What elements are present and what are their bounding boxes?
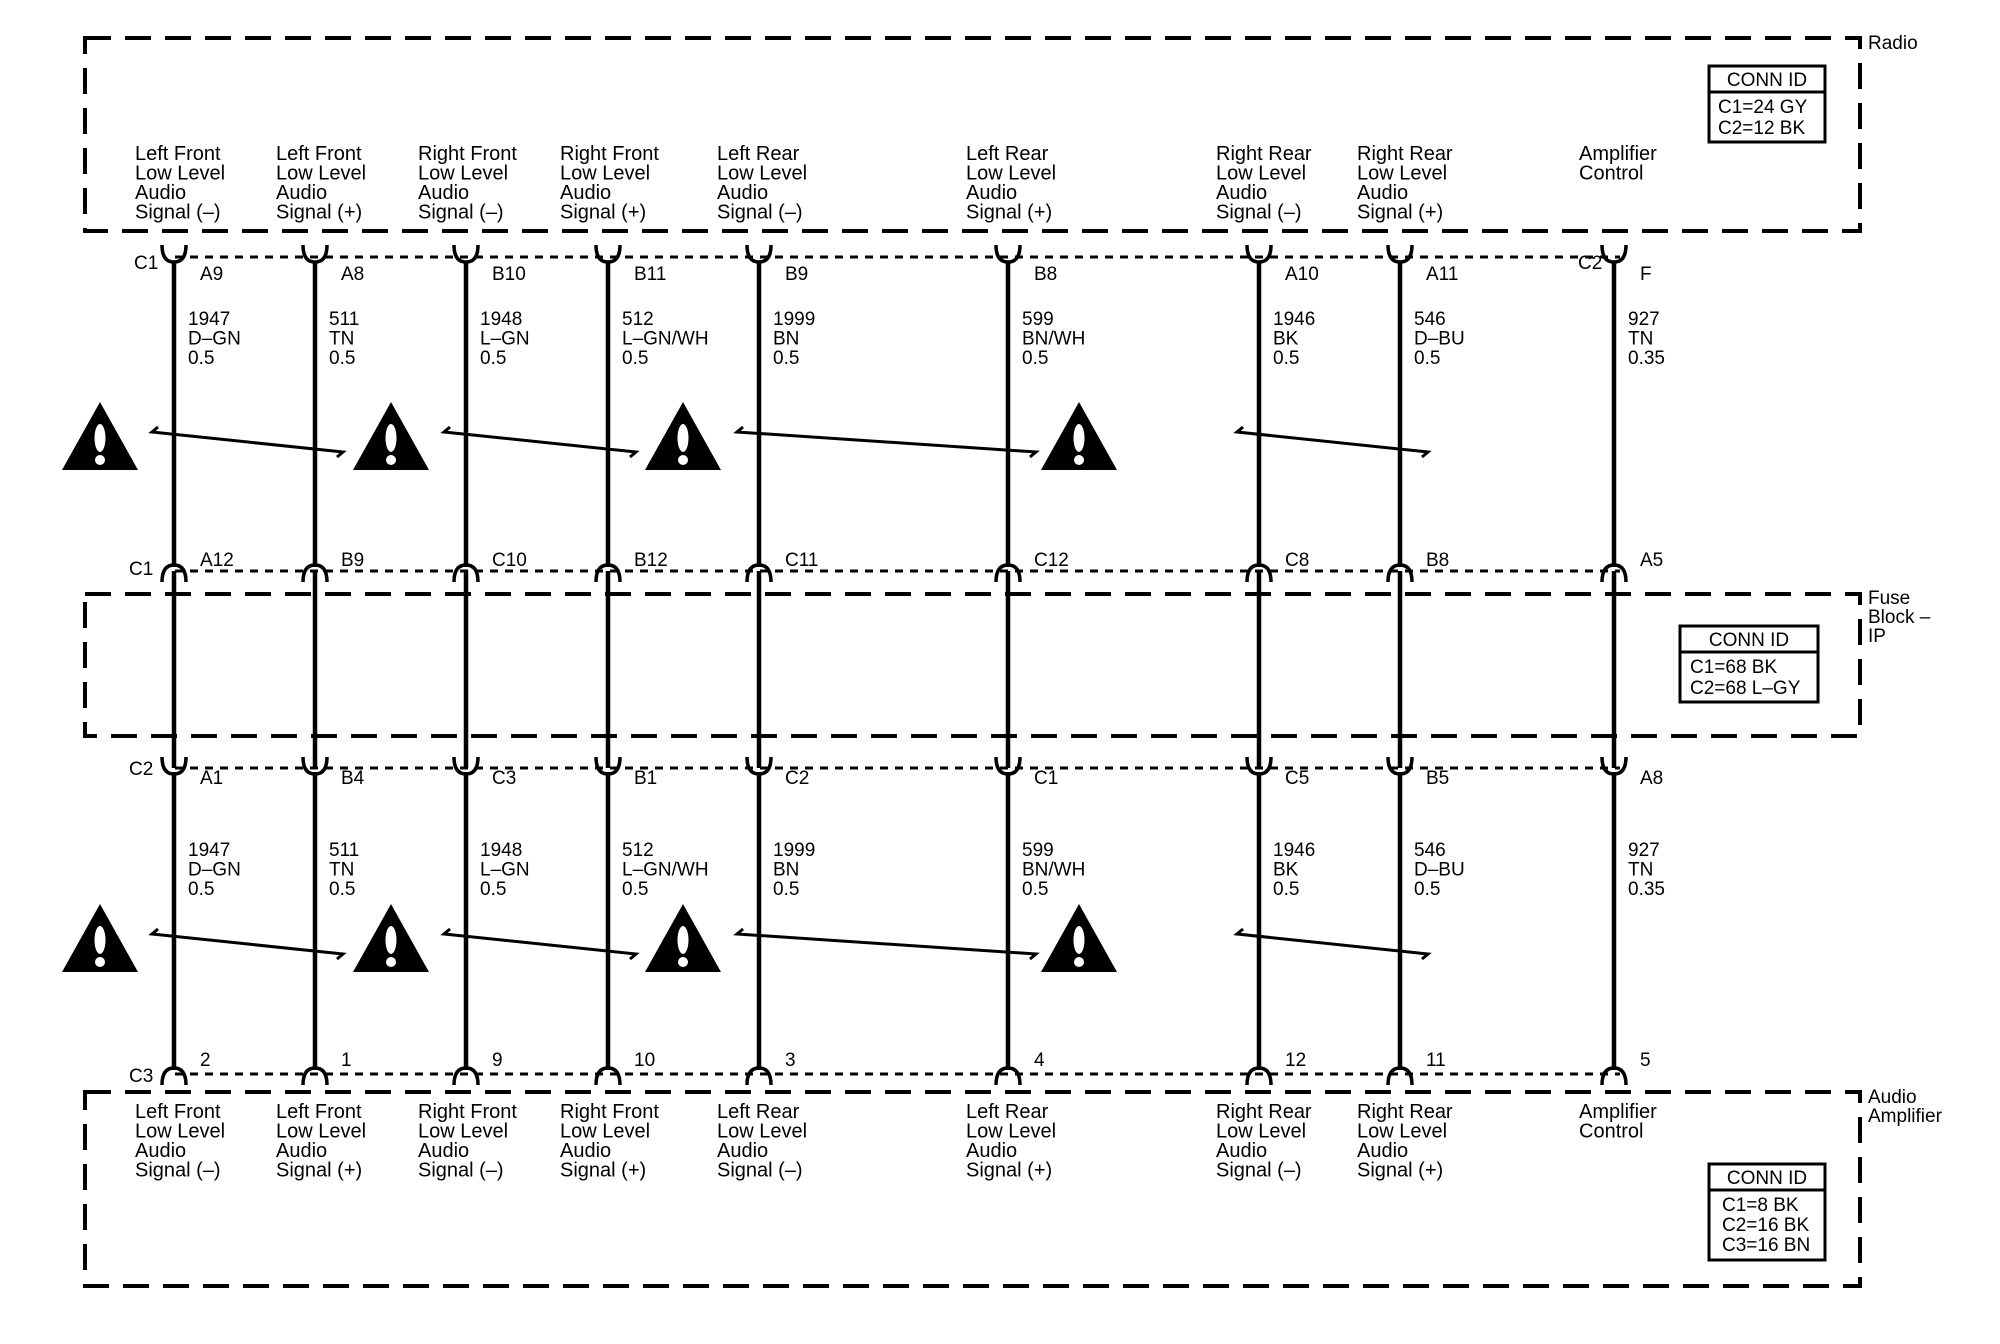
radio-signal-label: Low Level	[717, 162, 808, 185]
amp-signal-label: Audio	[135, 1140, 187, 1162]
amplifier-conn-id-box	[1709, 1164, 1825, 1260]
lower-wire-label: BN	[773, 859, 800, 881]
amp-signal-label: Audio	[966, 1140, 1018, 1162]
amplifier-label-line-1: Audio	[1868, 1087, 1917, 1108]
warning-mark-bar	[1074, 424, 1085, 452]
fuse-conn-id-row-2: C2=68 L–GY	[1690, 678, 1801, 699]
radio-signal-label: Low Level	[276, 162, 367, 185]
radio-signal-label: Low Level	[135, 162, 226, 185]
radio-signal-label: Signal (–)	[717, 201, 803, 224]
amp-signal-label: Low Level	[717, 1120, 808, 1143]
amp-signal-label: Left Front	[276, 1101, 362, 1123]
warning-triangle-icon	[645, 402, 721, 470]
amp-signal-label: Signal (+)	[560, 1159, 647, 1182]
amp-signal-label: Signal (+)	[1357, 1159, 1444, 1182]
lower-wire-label: 511	[329, 840, 360, 861]
radio-signal-label: Control	[1579, 162, 1644, 185]
upper-wire-label: D–GN	[188, 328, 241, 350]
amp-signal-label: Audio	[560, 1140, 612, 1162]
fuse-top-pin-label: B8	[1426, 550, 1450, 571]
amp-signal-label: Signal (–)	[717, 1159, 803, 1182]
fuse-bottom-connector-label: C2	[129, 759, 154, 780]
amp-signal-label: Low Level	[135, 1120, 226, 1143]
amp-signal-label: Signal (–)	[418, 1159, 504, 1182]
circuit-8	[1357, 143, 1465, 1182]
upper-wire-label: 927	[1628, 309, 1660, 330]
circuit-3	[418, 143, 530, 1182]
amp-terminal	[1247, 1068, 1271, 1085]
fuse-bottom-pin-label: C2	[785, 768, 810, 789]
warning-mark-dot	[678, 455, 688, 465]
radio-signal-label: Left Front	[276, 143, 362, 165]
warning-mark-dot	[386, 957, 396, 967]
upper-wire-label: 1948	[480, 309, 523, 330]
amp-signal-label: Low Level	[1216, 1120, 1307, 1143]
warning-mark-bar	[678, 926, 689, 954]
amp-signal-label: Right Front	[560, 1101, 659, 1123]
upper-wire-label: 546	[1414, 309, 1446, 330]
warning-triangle-icon	[1041, 904, 1117, 972]
radio-signal-label: Right Front	[418, 143, 517, 165]
upper-wire-label: TN	[329, 328, 355, 350]
radio-connector-c1-label: C1	[134, 253, 159, 274]
amp-pin-label: 12	[1285, 1050, 1307, 1071]
lower-wire-label: 1946	[1273, 840, 1316, 861]
upper-wire-label: 1946	[1273, 309, 1316, 330]
radio-signal-label: Low Level	[560, 162, 651, 185]
amp-signal-label: Low Level	[966, 1120, 1057, 1143]
upper-wire-label: 0.5	[1414, 348, 1441, 369]
decor-layer	[62, 402, 1428, 972]
fuse-bottom-pin-label: C3	[492, 768, 517, 789]
radio-conn-id-box	[1709, 66, 1825, 142]
amp-conn-id-row-2: C2=16 BK	[1722, 1215, 1810, 1236]
radio-connector-c2-label: C2	[1578, 253, 1603, 274]
amplifier-label-line-2: Amplifier	[1868, 1106, 1942, 1127]
amp-signal-label: Audio	[276, 1140, 328, 1162]
amp-signal-label: Audio	[717, 1140, 769, 1162]
upper-wire-label: 599	[1022, 309, 1054, 330]
upper-wire-label: 0.5	[773, 348, 800, 369]
amp-pin-label: 10	[634, 1050, 656, 1071]
twisted-pair-icon	[737, 929, 1036, 959]
warning-triangle-icon	[62, 402, 138, 470]
fuse-top-pin-label: C11	[785, 550, 819, 571]
fuse-block-label-line-3: IP	[1868, 626, 1886, 647]
lower-wire-label: 0.5	[1273, 879, 1300, 900]
radio-signal-label: Left Rear	[966, 143, 1049, 165]
radio-signal-label: Amplifier	[1579, 143, 1657, 165]
amp-signal-label: Signal (+)	[276, 1159, 363, 1182]
amp-terminal	[303, 1068, 327, 1085]
warning-mark-bar	[386, 926, 397, 954]
radio-signal-label: Signal (–)	[135, 201, 221, 224]
upper-wire-label: TN	[1628, 328, 1654, 350]
fuse-top-pin-label: B12	[634, 550, 668, 571]
amp-conn-id-row-3: C3=16 BN	[1722, 1235, 1811, 1256]
radio-pin-label: B8	[1034, 264, 1058, 285]
amp-terminal	[596, 1068, 620, 1085]
amp-pin-label: 11	[1426, 1050, 1446, 1071]
radio-signal-label: Audio	[135, 182, 187, 204]
radio-signal-label: Low Level	[1216, 162, 1307, 185]
amp-pin-label: 2	[200, 1050, 211, 1071]
radio-signal-label: Audio	[418, 182, 470, 204]
warning-mark-bar	[95, 424, 106, 452]
fuse-bottom-pin-label: A8	[1640, 768, 1664, 789]
warning-mark-bar	[678, 424, 689, 452]
lower-wire-label: D–BU	[1414, 859, 1465, 881]
warning-mark-dot	[95, 957, 105, 967]
radio-terminal	[1388, 245, 1412, 262]
fuse-bottom-pin-label: C5	[1285, 768, 1310, 789]
amp-signal-label: Signal (–)	[135, 1159, 221, 1182]
amp-pin-label: 4	[1034, 1050, 1045, 1071]
radio-pin-label: B11	[634, 264, 667, 285]
radio-terminal	[162, 245, 186, 262]
radio-conn-id-row-2: C2=12 BK	[1718, 118, 1806, 139]
radio-conn-id-header: CONN ID	[1726, 70, 1808, 91]
lower-wire-label: 0.5	[622, 879, 649, 900]
radio-signal-label: Audio	[717, 182, 769, 204]
amp-connector-label: C3	[129, 1066, 154, 1087]
warning-mark-dot	[1074, 455, 1084, 465]
radio-signal-label: Audio	[560, 182, 612, 204]
lower-wire-label: 0.5	[188, 879, 215, 900]
upper-wire-label: 0.5	[188, 348, 215, 369]
amp-signal-label: Low Level	[1357, 1120, 1448, 1143]
warning-mark-bar	[95, 926, 106, 954]
lower-wire-label: L–GN	[480, 859, 530, 881]
warning-mark-bar	[1074, 926, 1085, 954]
warning-mark-dot	[1074, 957, 1084, 967]
radio-pin-label: F	[1640, 264, 1652, 285]
fuse-top-pin-label: B9	[341, 550, 365, 571]
amp-signal-label: Amplifier	[1579, 1101, 1657, 1123]
fuse-bottom-pin-label: A1	[200, 768, 224, 789]
upper-wire-label: D–BU	[1414, 328, 1465, 350]
lower-wire-label: 0.5	[1414, 879, 1441, 900]
lower-wire-label: TN	[329, 859, 355, 881]
amp-terminal	[454, 1068, 478, 1085]
radio-terminal	[996, 245, 1020, 262]
amp-pin-label: 3	[785, 1050, 796, 1071]
lower-wire-label: 1947	[188, 840, 231, 861]
fuse-top-pin-label: C10	[492, 550, 527, 571]
radio-terminal	[1247, 245, 1271, 262]
upper-wire-label: BN/WH	[1022, 328, 1086, 350]
amp-signal-label: Left Front	[135, 1101, 221, 1123]
upper-wire-label: BK	[1273, 328, 1299, 350]
radio-terminal	[747, 245, 771, 262]
radio-pin-label: A8	[341, 264, 365, 285]
radio-signal-label: Signal (+)	[276, 201, 363, 224]
radio-signal-label: Signal (–)	[418, 201, 504, 224]
circuit-7	[1216, 143, 1319, 1182]
amp-signal-label: Left Rear	[717, 1101, 800, 1123]
warning-mark-dot	[678, 957, 688, 967]
upper-wire-label: L–GN/WH	[622, 328, 709, 350]
radio-signal-label: Signal (+)	[966, 201, 1053, 224]
radio-signal-label: Right Rear	[1216, 143, 1312, 165]
radio-signal-label: Right Rear	[1357, 143, 1453, 165]
amp-terminal	[1388, 1068, 1412, 1085]
amp-signal-label: Signal (–)	[1216, 1159, 1302, 1182]
lower-wire-label: L–GN/WH	[622, 859, 709, 881]
warning-triangle-icon	[353, 402, 429, 470]
amp-signal-label: Signal (+)	[966, 1159, 1053, 1182]
amp-signal-label: Audio	[1216, 1140, 1268, 1162]
radio-label: Radio	[1868, 33, 1918, 54]
amp-signal-label: Right Rear	[1216, 1101, 1312, 1123]
radio-signal-label: Low Level	[966, 162, 1057, 185]
amp-signal-label: Low Level	[560, 1120, 651, 1143]
amp-signal-label: Low Level	[418, 1120, 509, 1143]
upper-wire-label: 0.5	[1022, 348, 1049, 369]
radio-signal-label: Right Front	[560, 143, 659, 165]
amp-signal-label: Left Rear	[966, 1101, 1049, 1123]
upper-wire-label: 0.5	[622, 348, 649, 369]
amp-pin-label: 1	[341, 1050, 352, 1071]
amp-signal-label: Control	[1579, 1120, 1644, 1143]
warning-mark-dot	[386, 455, 396, 465]
fuse-block-conn-id-box	[1680, 626, 1818, 702]
warning-triangle-icon	[645, 904, 721, 972]
circuit-4	[560, 143, 709, 1182]
amp-conn-id-header: CONN ID	[1726, 1168, 1808, 1189]
lower-wire-label: D–GN	[188, 859, 241, 881]
warning-triangle-icon	[1041, 402, 1117, 470]
radio-terminal	[454, 245, 478, 262]
amp-signal-label: Right Rear	[1357, 1101, 1453, 1123]
fuse-top-pin-label: C12	[1034, 550, 1069, 571]
upper-wire-label: 0.5	[329, 348, 356, 369]
lower-wire-label: 0.35	[1628, 879, 1665, 900]
amp-conn-id-row-1: C1=8 BK	[1722, 1195, 1799, 1216]
fuse-conn-id-row-1: C1=68 BK	[1690, 657, 1778, 678]
radio-pin-label: A9	[200, 264, 224, 285]
lower-wire-label: 0.5	[329, 879, 356, 900]
amp-signal-label: Audio	[1357, 1140, 1409, 1162]
warning-triangle-icon	[62, 904, 138, 972]
fuse-top-pin-label: A5	[1640, 550, 1664, 571]
circuit-1	[135, 143, 241, 1182]
radio-signal-label: Audio	[966, 182, 1018, 204]
radio-terminal	[596, 245, 620, 262]
radio-signal-label: Audio	[276, 182, 328, 204]
amp-signal-label: Right Front	[418, 1101, 517, 1123]
upper-wire-label: 1947	[188, 309, 231, 330]
lower-wire-label: 0.5	[480, 879, 507, 900]
radio-signal-label: Low Level	[1357, 162, 1448, 185]
radio-signal-label: Signal (+)	[560, 201, 647, 224]
upper-wire-label: 511	[329, 309, 360, 330]
upper-wire-label: BN	[773, 328, 800, 350]
radio-signal-label: Signal (–)	[1216, 201, 1302, 224]
radio-pin-label: A11	[1426, 264, 1459, 285]
lower-wire-label: 512	[622, 840, 654, 861]
fuse-block-label-line-1: Fuse	[1868, 588, 1911, 609]
lower-wire-label: 0.5	[1022, 879, 1049, 900]
radio-pin-label: B10	[492, 264, 526, 285]
amp-signal-label: Audio	[418, 1140, 470, 1162]
warning-mark-bar	[386, 424, 397, 452]
amp-signal-label: Low Level	[276, 1120, 367, 1143]
fuse-block-label-line-2: Block –	[1868, 607, 1931, 628]
amp-terminal	[162, 1068, 186, 1085]
lower-wire-label: 0.5	[773, 879, 800, 900]
circuit-9	[1579, 143, 1665, 1143]
lower-wire-label: 1999	[773, 840, 816, 861]
radio-signal-label: Audio	[1216, 182, 1268, 204]
warning-mark-dot	[95, 455, 105, 465]
radio-terminal	[1602, 245, 1626, 262]
upper-wire-label: 0.5	[480, 348, 507, 369]
upper-wire-label: 0.5	[1273, 348, 1300, 369]
fuse-bottom-pin-label: B4	[341, 768, 365, 789]
upper-wire-label: 0.35	[1628, 348, 1665, 369]
radio-signal-label: Low Level	[418, 162, 509, 185]
fuse-block-component-box	[85, 594, 1860, 736]
radio-signal-label: Left Front	[135, 143, 221, 165]
warning-triangle-icon	[353, 904, 429, 972]
radio-pin-label: A10	[1285, 264, 1319, 285]
circuit-6	[966, 143, 1085, 1182]
upper-wire-label: L–GN	[480, 328, 530, 350]
lower-wire-label: 927	[1628, 840, 1660, 861]
amp-terminal	[747, 1068, 771, 1085]
fuse-bottom-pin-label: C1	[1034, 768, 1059, 789]
amp-terminal	[996, 1068, 1020, 1085]
fuse-bottom-pin-label: B5	[1426, 768, 1450, 789]
lower-wire-label: 1948	[480, 840, 523, 861]
upper-wire-label: 512	[622, 309, 654, 330]
fuse-conn-id-header: CONN ID	[1708, 630, 1790, 651]
fuse-top-pin-label: C8	[1285, 550, 1310, 571]
amp-terminal	[1602, 1068, 1626, 1085]
lower-wire-label: BK	[1273, 859, 1299, 881]
fuse-top-connector-label: C1	[129, 559, 154, 580]
radio-conn-id-row-1: C1=24 GY	[1718, 97, 1808, 118]
circuit-5	[717, 143, 818, 1182]
lower-wire-label: BN/WH	[1022, 859, 1086, 881]
lower-wire-label: 546	[1414, 840, 1446, 861]
amp-pin-label: 9	[492, 1050, 503, 1071]
circuits-layer	[135, 143, 1665, 1182]
upper-wire-label: 1999	[773, 309, 816, 330]
radio-signal-label: Audio	[1357, 182, 1409, 204]
circuit-2	[276, 143, 366, 1182]
fuse-bottom-pin-label: B1	[634, 768, 658, 789]
radio-signal-label: Left Rear	[717, 143, 800, 165]
lower-wire-label: 599	[1022, 840, 1054, 861]
amp-pin-label: 5	[1640, 1050, 1651, 1071]
twisted-pair-icon	[737, 427, 1036, 457]
lower-wire-label: TN	[1628, 859, 1654, 881]
radio-terminal	[303, 245, 327, 262]
radio-signal-label: Signal (+)	[1357, 201, 1444, 224]
radio-pin-label: B9	[785, 264, 809, 285]
fuse-top-pin-label: A12	[200, 550, 234, 571]
